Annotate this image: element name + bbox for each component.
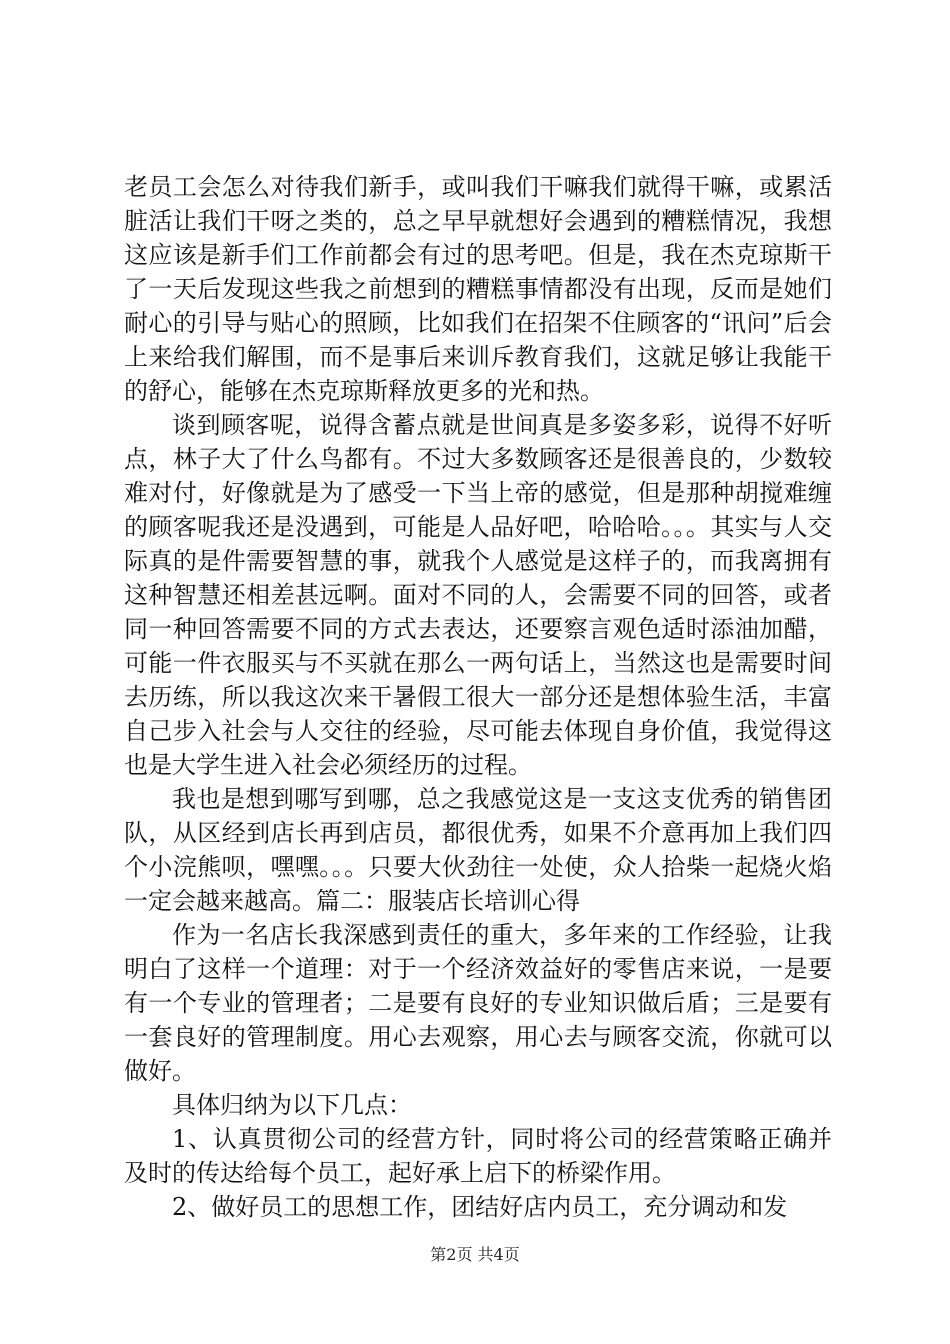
paragraph-1: 老员工会怎么对待我们新手，或叫我们干嘛我们就得干嘛，或累活脏活让我们干呀之类的，总之早早就想好会遇到的糟糕情况，我想这应该是新手们工作前都会有过的思考吧。但是，我在杰克琼斯干了一天后发现这些我之前想到的糟糕事情都没有出现，反而是她们耐心的引导与贴心的照顾，比如我们在招架不住顾客的“讯问”后会上来给我们解围，而不是事后来训斥教育我们，这就足够让我能干的舒心，能够在杰克琼斯释放更多的光和热。 — [124, 173, 832, 405]
document-body — [124, 170, 832, 1224]
page-footer: 第2页 共4页 — [430, 1245, 520, 1264]
paragraph-3: 我也是想到哪写到哪，总之我感觉这是一支这支优秀的销售团队，从区经到店长再到店员，都很优秀，如果不介意再加上我们四个小浣熊呗，嘿嘿。。。只要大伙劲往一处使，众人拾柴一起烧火焰一定会越来越高。篇二：服装店长培训心得 — [124, 785, 832, 915]
paragraph-2: 谈到顾客呢，说得含蓄点就是世间真是多姿多彩，说得不好听点，林子大了什么鸟都有。不过大多数顾客还是很善良的，少数较难对付，好像就是为了感受一下当上帝的感觉，但是那种胡搅难缠的顾客呢我还是没遇到，可能是人品好吧，哈哈哈。。。其实与人交际真的是件需要智慧的事，就我个人感觉是这样子的，而我离拥有这种智慧还相差甚远啊。面对不同的人，会需要不同的回答，或者同一种回答需要不同的方式去表达，还要察言观色适时添油加醋，可能一件衣服买与不买就在那么一两句话上，当然这也是需要时间去历练，所以我这次来干暑假工很大一部分还是想体验生活，丰富自己步入社会与人交往的经验，尽可能去体现自身价值，我觉得这也是大学生进入社会必须经历的过程。 — [124, 411, 832, 779]
paragraph-5: 具体归纳为以下几点： — [172, 1091, 412, 1119]
paragraph-4: 作为一名店长我深感到责任的重大，多年来的工作经验，让我明白了这样一个道理：对于一个经济效益好的零售店来说，一是要有一个专业的管理者；二是要有良好的专业知识做后盾；三是要有一套良好的管理制度。用心去观察，用心去与顾客交流，你就可以做好。 — [124, 921, 832, 1085]
paragraph-7: 2、做好员工的思想工作，团结好店内员工，充分调动和发 — [172, 1193, 788, 1221]
paragraph-6: 1、认真贯彻公司的经营方针，同时将公司的经营策略正确并及时的传达给每个员工，起好承上启下的桥梁作用。 — [124, 1125, 832, 1187]
